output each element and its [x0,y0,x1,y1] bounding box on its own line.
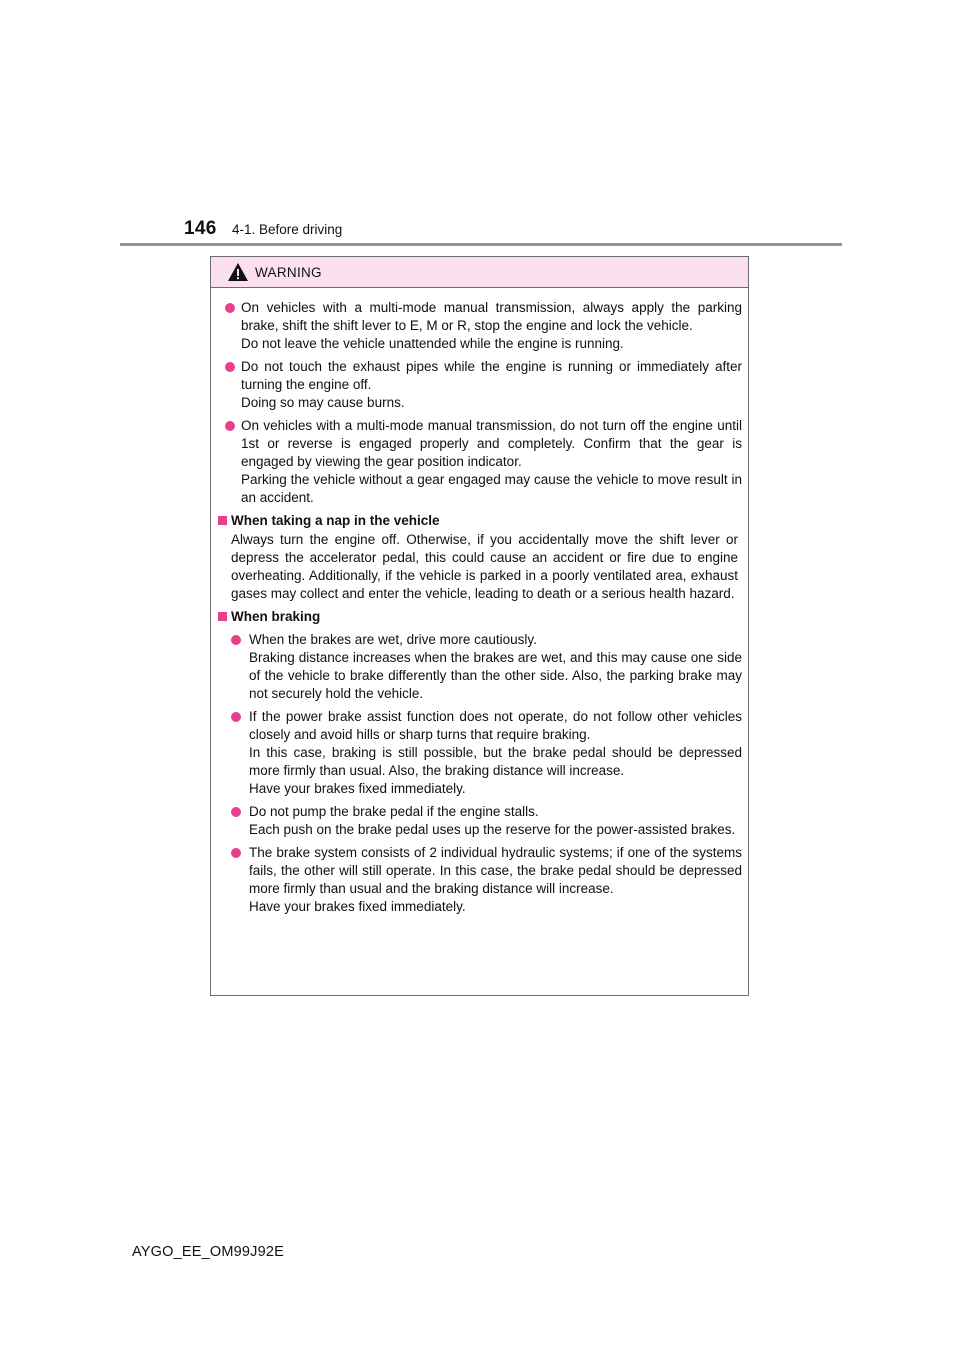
warning-item [217,299,742,353]
warning-item-text: Doing so may cause burns. [241,395,405,410]
warning-label: WARNING [255,264,322,280]
page-number: 146 [184,218,217,239]
bullet-icon [231,635,241,645]
braking-item-text: When the brakes are wet, drive more cautiously. [249,632,537,647]
warning-body [211,288,748,916]
braking-section [217,608,742,626]
warning-triangle-icon [227,262,249,282]
section-title: 4-1. Before driving [232,222,343,237]
braking-item-text: Do not pump the brake pedal if the engine stalls. [249,804,539,819]
braking-item [217,803,742,839]
braking-item-text: The brake system consists of 2 individual hydraulic systems; if one of the systems fails, the other will still operate. In this case, the brake pedal should be depressed more firmly than usual and the braking distance will increase. [249,845,742,896]
warning-item [217,358,742,412]
bullet-icon [231,807,241,817]
footer-code: AYGO_EE_OM99J92E [132,1244,285,1260]
braking-item-text: If the power brake assist function does not operate, do not follow other vehicles closely and avoid hills or sharp turns that require braking. [249,709,742,742]
warning-item-text: On vehicles with a multi-mode manual transmission, always apply the parking brake, shift the shift lever to E, M or R, stop the engine and lock the vehicle. [241,300,742,333]
braking-item-text: Have your brakes fixed immediately. [249,781,466,796]
square-bullet-icon [218,516,227,525]
braking-item-text: In this case, braking is still possible, but the brake pedal should be depressed more firmly than usual. Also, the braking distance will increase. [249,745,742,778]
bullet-icon [225,421,235,431]
braking-item-text: Braking distance increases when the brakes are wet, and this may cause one side of the vehicle to brake differently than the other side. Also, the parking brake may not securely hold the vehicle. [249,650,742,701]
warning-item-text: Do not leave the vehicle unattended while the engine is running. [241,336,624,351]
square-bullet-icon [218,612,227,621]
braking-heading [217,608,742,626]
nap-heading [217,512,742,530]
warning-item [217,417,742,507]
bullet-icon [231,848,241,858]
bullet-icon [231,712,241,722]
braking-item [217,631,742,703]
braking-item-text: Each push on the brake pedal uses up the reserve for the power-assisted brakes. [249,822,736,837]
nap-heading-text: When taking a nap in the vehicle [231,513,440,528]
warning-header [211,257,748,288]
warning-item-text: Do not touch the exhaust pipes while the engine is running or immediately after turning the engine off. [241,359,742,392]
warning-item-text: Parking the vehicle without a gear engaged may cause the vehicle to move result in an accident. [241,472,742,505]
warning-box [210,256,749,996]
braking-item [217,708,742,798]
bullet-icon [225,362,235,372]
header-rule [120,243,842,246]
braking-item [217,844,742,916]
nap-section [217,512,742,603]
bullet-icon [225,303,235,313]
braking-item-text: Have your brakes fixed immediately. [249,899,466,914]
warning-item-text: On vehicles with a multi-mode manual transmission, do not turn off the engine until 1st or reverse is engaged properly and completely. Confirm that the gear is engaged by viewing the gear position indicator. [241,418,742,469]
nap-text: Always turn the engine off. Otherwise, if you accidentally move the shift lever or depress the accelerator pedal, this could cause an accident or fire due to engine overheating. Additionally, if the vehicle is parked in a poorly ventilated area, exhaust gases may collect and enter the vehicle, leading to death or a serious health hazard. [231,532,738,601]
braking-heading-text: When braking [231,609,321,624]
